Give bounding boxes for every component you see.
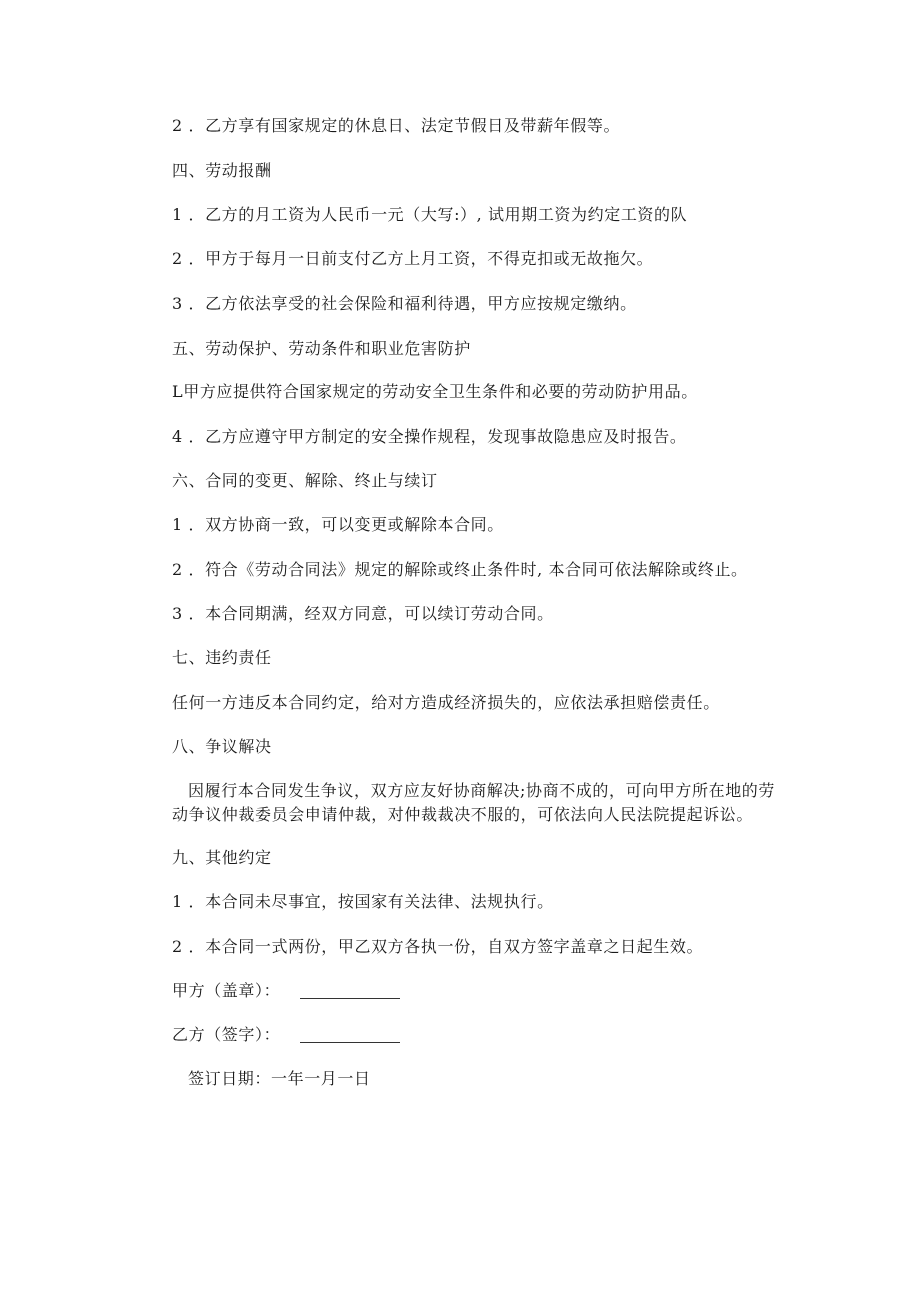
clause-legal-termination: 2 ．符合《劳动合同法》规定的解除或终止条件时, 本合同可依法解除或终止。 — [172, 560, 748, 579]
clause-safety-conditions: L甲方应提供符合国家规定的劳动安全卫生条件和必要的劳动防护用品。 — [172, 382, 698, 401]
clause-copies: 2 ．本合同一式两份，甲乙双方各执一份，自双方签字盖章之日起生效。 — [172, 937, 704, 956]
section-heading-protection: 五、劳动保护、劳动条件和职业危害防护 — [172, 339, 471, 358]
sign-date: 签订日期：一年一月一日 — [188, 1069, 371, 1088]
clause-liability: 任何一方违反本合同约定，给对方造成经济损失的，应依法承担赔偿责任。 — [172, 693, 720, 712]
clause-renewal: 3 ．本合同期满，经双方同意，可以续订劳动合同。 — [172, 604, 554, 623]
clause-mutual-change: 1 ．双方协商一致，可以变更或解除本合同。 — [172, 515, 504, 534]
section-heading-liability: 七、违约责任 — [172, 648, 272, 667]
clause-salary-payment: 2 ．甲方于每月一日前支付乙方上月工资，不得克扣或无故拖欠。 — [172, 249, 654, 268]
clause-safety-rules: 4 ．乙方应遵守甲方制定的安全操作规程，发现事故隐患应及时报告。 — [172, 427, 687, 446]
section-heading-remuneration: 四、劳动报酬 — [172, 161, 272, 180]
party-b-label: 乙方（签字）： — [172, 1025, 281, 1044]
dispute-paragraph: 因履行本合同发生争议，双方应友好协商解决;协商不成的，可向甲方所在地的劳动争议仲裁委员会申请仲裁，对仲裁裁决不服的，可依法向人民法院提起诉讼。 — [172, 781, 775, 824]
party-a-signature-line[interactable] — [300, 998, 400, 999]
clause-social-insurance: 3 ．乙方依法享受的社会保险和福利待遇，甲方应按规定缴纳。 — [172, 294, 637, 313]
section-heading-dispute: 八、争议解决 — [172, 737, 272, 756]
clause-monthly-salary: 1 ．乙方的月工资为人民币一元（大写:）, 试用期工资为约定工资的队 — [172, 205, 688, 224]
clause-rest-days: 2 ．乙方享有国家规定的休息日、法定节假日及带薪年假等。 — [172, 116, 621, 135]
party-b-signature-line[interactable] — [300, 1042, 400, 1043]
section-heading-contract-changes: 六、合同的变更、解除、终止与续订 — [172, 471, 438, 490]
party-a-label: 甲方（盖章）： — [172, 981, 281, 1000]
section-heading-other: 九、其他约定 — [172, 848, 272, 867]
clause-unresolved-matters: 1 ．本合同未尽事宜，按国家有关法律、法规执行。 — [172, 892, 554, 911]
